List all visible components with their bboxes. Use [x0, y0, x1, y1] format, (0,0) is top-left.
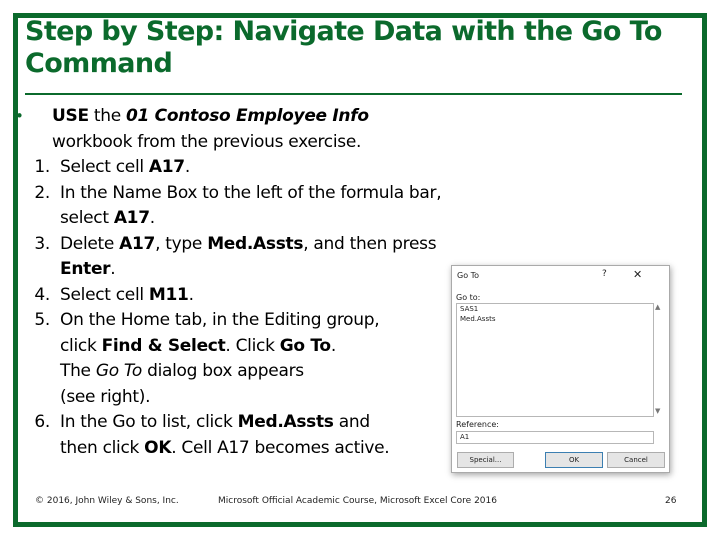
list-item[interactable]: Med.Assts — [460, 315, 496, 323]
special-button[interactable]: Special... — [457, 452, 514, 468]
step-4: 4. Select cell M11. — [10, 283, 450, 309]
close-icon[interactable]: ✕ — [633, 268, 643, 281]
slide-title: Step by Step: Navigate Data with the Go To Command — [25, 16, 662, 79]
go-to-dialog — [451, 265, 670, 473]
reference-label: Reference: — [456, 420, 499, 429]
step-number: 4. — [34, 284, 50, 305]
help-icon[interactable]: ? — [602, 269, 607, 279]
step-5: 5. On the Home tab, in the Editing group, click Find & Select. Click Go To. The Go To dialog box appears (see right). — [10, 308, 450, 410]
bullet-marker: • — [15, 107, 24, 125]
footer-copyright: © 2016, John Wiley & Sons, Inc. — [35, 496, 179, 506]
page-number: 26 — [665, 496, 677, 506]
ok-button[interactable]: OK — [545, 452, 603, 468]
step-number: 5. — [34, 310, 50, 330]
go-to-list[interactable] — [456, 303, 654, 417]
step-number: 1. — [34, 157, 50, 177]
step-number: 6. — [34, 412, 50, 432]
step-3: 3. Delete A17, type Med.Assts, and then press Enter. — [10, 232, 450, 283]
footer-course: Microsoft Official Academic Course, Microsoft Excel Core 2016 — [218, 496, 497, 506]
slide-body — [10, 104, 450, 461]
go-to-label: Go to: — [456, 293, 481, 302]
step-number: 3. — [34, 233, 50, 254]
step-6: 6. In the Go to list, click Med.Assts and then click OK. Cell A17 becomes active. — [10, 410, 450, 461]
scroll-up-icon[interactable]: ▲ — [655, 303, 661, 311]
cancel-button[interactable]: Cancel — [607, 452, 665, 468]
reference-input[interactable]: A1 — [456, 431, 654, 444]
step-number: 2. — [34, 182, 50, 203]
dialog-title: Go To — [457, 271, 480, 280]
list-item[interactable]: SAS1 — [460, 305, 479, 313]
scroll-down-icon[interactable]: ▼ — [655, 407, 661, 415]
step-1: 1. Select cell A17. — [10, 155, 450, 181]
intro-bullet: • USE the 01 Contoso Employee Info workbook from the previous exercise. — [15, 106, 369, 152]
list-scrollbar[interactable] — [655, 303, 663, 415]
title-divider — [25, 93, 682, 95]
step-2: 2. In the Name Box to the left of the formula bar, select A17. — [10, 181, 450, 232]
